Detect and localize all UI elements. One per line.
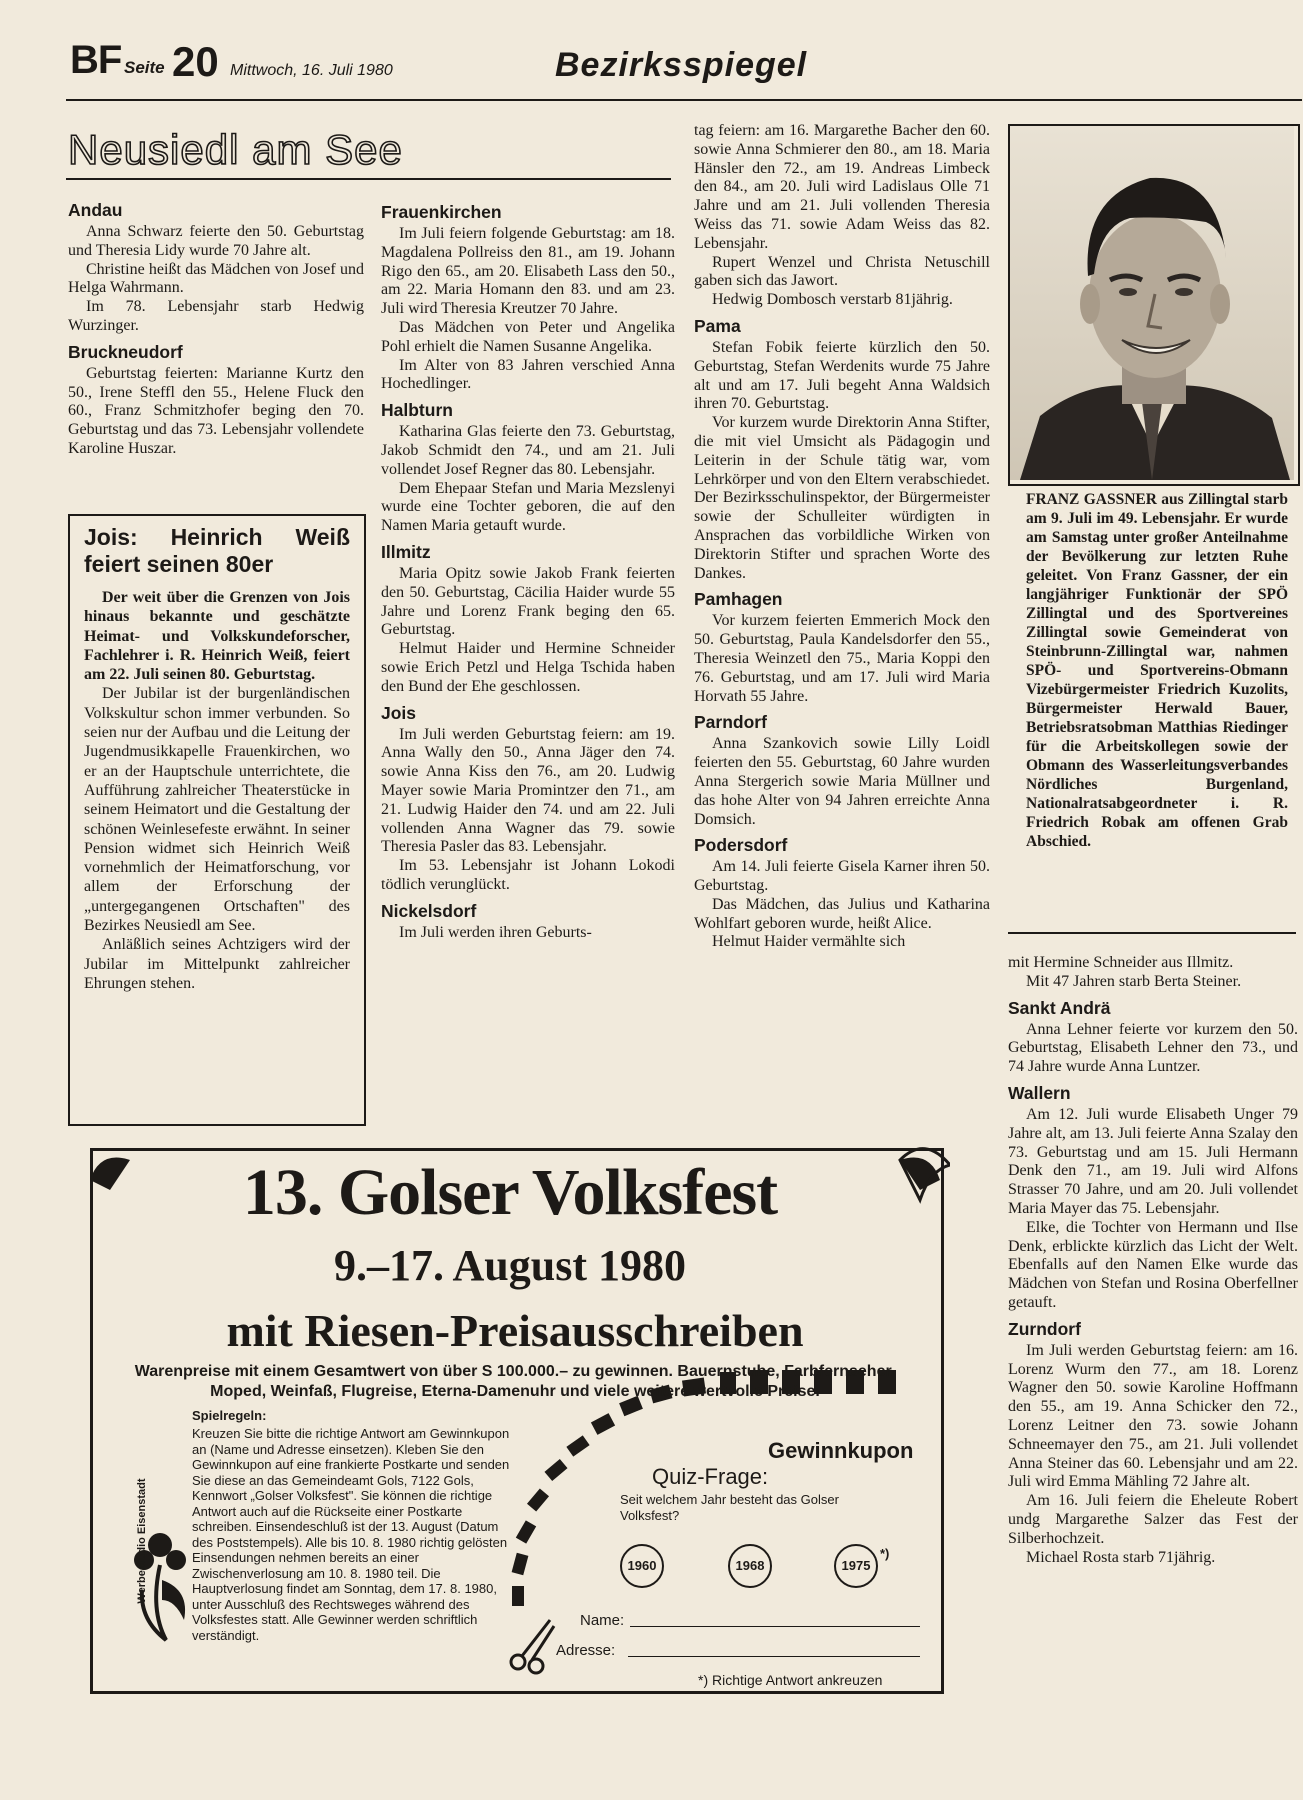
- obituary-caption: FRANZ GASSNER aus Zillingtal starb am 9. Juli im 49. Lebensjahr. Er wurde am Samstag unter großer Anteilnahme der Bevölkerung zur letzten Ruhe geleitet. Von Franz Gassner, der ein langjähriger Funktionär der SPÖ Zillingtal und des Sportvereines Zillingtal sowie Gemeinderat von Steinbrunn-Zillingtal war, nahmen SPÖ- und Sportvereins-Obmann Vizebürgermeister Friedrich Kuzolits, Bürgermeister Herwald Bauer, Betriebsratsobman Matthias Riedinger für die Arbeitskollegen sowie der Obmann des Wasserleitungsverbandes Nördliches Burgenland, Nationalratsabgeordneter i. R. Friedrich Robak am offenen Grab Abschied.: [1026, 491, 1288, 850]
- page-number: 20: [172, 38, 219, 85]
- caption-bottom-rule: [1008, 932, 1296, 934]
- text-pama-2: Vor kurzem wurde Direktorin Anna Stifter, die mit viel Umsicht als Pädagogin und Leiterin in der Schule tätig war, vom Lehrkörper und von den Eltern verabschiedet. Der Bezirksschulinspektor, der Bürgermeister sowie der Schulleiter würdigten in Ansprachen das vorbildliche Wirken von Direktorin Stifter und sprachen Worte des Dankes.: [694, 414, 990, 582]
- paper-logo: BF: [70, 38, 122, 82]
- ad-rules-heading: Spielregeln:: [192, 1408, 267, 1423]
- text-jois-1: Im Juli werden Geburtstag feiern: am 19. Anna Wally den 50., Anna Jäger den 74. sowie Anna Kiss den 76., am 20. Ludwig Mayer sowie Maria Promintzer den 71., am 21. Ludwig Haider den 74. und am 22. Juli vollenden Anna Wagner das 79. sowie Theresia Pasler das 83. Lebensjahr.: [381, 725, 675, 856]
- text-podersdorf-cont: mit Hermine Schneider aus Illmitz.: [1008, 954, 1234, 971]
- text-wallern-1: Am 12. Juli wurde Elisabeth Unger 79 Jahre alt, am 13. Juli feierte Anna Szalay den 73. Geburtstag und am 15. Juli Hermann Denk den 71., am 19. Juli wird Alfons Strasser 70 Jahre, und am 20. Juli vollendet Maria Mayer das 75. Lebensjahr.: [1008, 1105, 1298, 1217]
- caption-divider: [1008, 484, 1300, 486]
- answer-1960-checkbox[interactable]: 1960: [620, 1544, 664, 1588]
- ad-agency-credit: [132, 1420, 148, 1670]
- quiz-question: Seit welchem Jahr besteht das Golser Volksfest?: [620, 1492, 839, 1523]
- text-zurndorf-1: Im Juli werden Geburtstag feiern: am 16. Lorenz Wurm den 77., am 18. Lorenz Wagner den 50. sowie Karoline Hoffmann den 55., am 19. Anna Schicker den 72., Lorenz Leitner den 73. sowie Johann Schneemayer den 75., am 21. Juli vollendet Anna Steiner das 60. Lebensjahr und am 22. Juli wird Emma Mähling 72 Jahre alt.: [1008, 1341, 1298, 1491]
- text-frauenkirchen-2: Das Mädchen von Peter und Angelika Pohl erhielt die Namen Susanne Angelika.: [381, 318, 675, 355]
- address-field[interactable]: [628, 1656, 920, 1657]
- text-halbturn-1: Katharina Glas feierte den 73. Geburtstag, Jakob Schmidt den 74., und am 21. Juli vollendet Josef Regner das 80. Lebensjahr.: [381, 423, 675, 478]
- text-frauenkirchen-1: Im Juli feiern folgende Geburtstag: am 18. Magdalena Pollreiss den 81., am 19. Johann Rigo den 65., am 20. Elisabeth Lass den 50., am 22. Maria Homann den 83. und am 23. Juli wird Theresia Kreutzer 70 Jahre.: [381, 225, 675, 318]
- column-3: [694, 122, 990, 952]
- portrait-photo: [1010, 126, 1294, 480]
- text-parndorf-1: Anna Szankovich sowie Lilly Loidl feierten den 55. Geburtstag, 60 Jahre wurden Anna Stergerich sowie Maria Müllner und das hohe Alter von 94 Jahren erreichte Anna Domsich.: [694, 735, 990, 828]
- page-label: Seite: [124, 58, 165, 77]
- heading-andau: Andau: [68, 200, 123, 220]
- ad-agency-label: Werbestudio Eisenstadt: [136, 1478, 148, 1604]
- heading-jois: Jois: [381, 702, 417, 723]
- name-field[interactable]: [630, 1626, 920, 1627]
- text-andau-3: Im 78. Lebensjahr starb Hedwig Wurzinger.: [68, 298, 364, 334]
- text-podersdorf-3: Helmut Haider vermählte sich: [712, 933, 906, 951]
- text-andau-1: Anna Schwarz feierte den 50. Geburtstag und Theresia Lidy wurde 70 Jahre alt.: [68, 223, 364, 259]
- text-podersdorf-1: Am 14. Juli feierte Gisela Karner ihren 50. Geburtstag.: [694, 858, 990, 895]
- text-nickelsdorf-3: Hedwig Dombosch verstarb 81jährig.: [712, 291, 953, 309]
- text-wallern-2: Elke, die Tochter von Hermann und Ilse Denk, erblickte kürzlich das Licht der Welt. Ebenfalls auf den Namen Elke wurde das Mädchen von Stefan und Rosina Oberfellner getauft.: [1008, 1218, 1298, 1311]
- scissors-icon: [511, 1620, 554, 1673]
- text-jois-2: Im 53. Lebensjahr ist Johann Lokodi tödlich verunglückt.: [381, 857, 675, 893]
- answer-footnote-mark: *): [880, 1546, 890, 1561]
- text-zurndorf-3: Michael Rosta starb 71jährig.: [1026, 1548, 1216, 1566]
- text-nickelsdorf-1: Im Juli werden ihren Geburts-: [399, 923, 592, 941]
- coupon-footnote: *) Richtige Antwort ankreuzen: [698, 1672, 883, 1688]
- jois-feature-p2: Anläßlich seines Achtzigers wird der Jubilar im Mittelpunkt zahlreicher Ehrungen stehen.: [84, 936, 350, 992]
- text-bruckneudorf-1: Geburtstag feierten: Marianne Kurtz den 50., Irene Steffl den 55., Helene Fluck den 60., Franz Schmitzhofer beging den 70. Geburtstag und das 73. Lebensjahr vollendete Karoline Huszar.: [68, 364, 364, 457]
- quiz-heading: Quiz-Frage:: [652, 1464, 769, 1489]
- heading-zurndorf: Zurndorf: [1008, 1318, 1081, 1339]
- heading-pamhagen: Pamhagen: [694, 589, 783, 610]
- obituary-photo-frame: [1008, 124, 1300, 486]
- region-title: Neusiedl am See: [68, 126, 403, 173]
- heading-illmitz: Illmitz: [381, 541, 431, 562]
- column-1: [68, 194, 364, 459]
- coupon-title: Gewinnkupon: [768, 1438, 914, 1463]
- name-label: Name:: [580, 1612, 625, 1629]
- header-rule: [66, 99, 1302, 101]
- text-illmitz-1: Maria Opitz sowie Jakob Frank feierten den 50. Geburtstag, Cäcilia Haider wurde 55 Jahre und Lorenz Frank beging den 65. Geburtstag.: [381, 564, 675, 639]
- jois-feature-lead: Der weit über die Grenzen von Jois hinaus bekannte und geschätzte Heimat- und Volkskundeforscher, Fachlehrer i. R. Heinrich Weiß, feiert am 22. Juli seinen 80. Geburtstag.: [84, 589, 350, 684]
- heading-wallern: Wallern: [1008, 1082, 1071, 1103]
- text-illmitz-2: Helmut Haider und Hermine Schneider sowie Erich Petzl und Helga Tschida haben den Bund der Ehe geschlossen.: [381, 640, 675, 695]
- answer-1975-checkbox[interactable]: 1975: [834, 1544, 878, 1588]
- jois-feature: [84, 524, 350, 993]
- ad-prizes: Warenpreise mit einem Gesamtwert von über S 100.000.– zu gewinnen. Bauernstube, Farbfernseher, Moped, Weinfaß, Flugreise, Eterna-Damenuhr und viele weitere wertvolle Preise.: [134, 1363, 896, 1400]
- heading-frauenkirchen: Frauenkirchen: [381, 202, 502, 222]
- text-podersdorf-2: Das Mädchen, das Julius und Katharina Wohlfart geboren wurde, heißt Alice.: [694, 895, 990, 932]
- jois-feature-title: Jois: Heinrich Weiß feiert seinen 80er: [84, 524, 350, 577]
- heading-nickelsdorf: Nickelsdorf: [381, 900, 477, 921]
- heading-halbturn: Halbturn: [381, 400, 453, 421]
- ad-subtitle: mit Riesen-Preisausschreiben: [226, 1305, 804, 1356]
- heading-bruckneudorf: Bruckneudorf: [68, 341, 183, 362]
- text-zurndorf-2: Am 16. Juli feiern die Eheleute Robert undg Margarethe Salzer das Fest der Silberhochzeit.: [1008, 1492, 1298, 1547]
- column-4: [1008, 954, 1298, 1567]
- heading-pama: Pama: [694, 315, 741, 336]
- text-nickelsdorf-cont: tag feiern: am 16. Margarethe Bacher den 60. sowie Anna Schmierer den 80., am 18. Maria Hänsler den 72., am 19. Andreas Limbeck den 84., am 20. Juli wird Ladislaus Olle 71 Jahre und am 21. Juli vollenden Theresia Weiss das 71. sowie Adam Weiss das 82. Lebensjahr.: [694, 122, 990, 252]
- section-title: Bezirksspiegel: [555, 46, 808, 84]
- text-frauenkirchen-3: Im Alter von 83 Jahren verschied Anna Hochedlinger.: [381, 356, 675, 393]
- text-pamhagen-1: Vor kurzem feierten Emmerich Mock den 50. Geburtstag, Paula Kandelsdorfer den 55., Theresia Weinzetl den 75., Maria Koppi den 76. Geburtstag, und am 17. Juli wird Maria Horvath 55 Jahre.: [694, 612, 990, 705]
- heading-podersdorf: Podersdorf: [694, 835, 788, 856]
- text-pama-1: Stefan Fobik feierte kürzlich den 50. Geburtstag, Stefan Werdenits wurde 75 Jahre alt und am 17. Juli begeht Anna Waldsich ihren 70. Geburtstag.: [694, 338, 990, 413]
- address-label: Adresse:: [556, 1642, 616, 1659]
- text-nickelsdorf-2: Rupert Wenzel und Christa Netuschill gaben sich das Jawort.: [694, 253, 990, 290]
- issue-date: Mittwoch, 16. Juli 1980: [230, 62, 393, 79]
- region-rule: [66, 178, 671, 180]
- heading-sankt-andrae: Sankt Andrä: [1008, 997, 1111, 1018]
- column-2: [381, 196, 675, 943]
- ad-dates: 9.–17. August 1980: [333, 1241, 687, 1290]
- text-sankt-andrae-1: Anna Lehner feierte vor kurzem den 50. Geburtstag, Elisabeth Lehner den 73., und 74 Jahre wurde Anna Luntzer.: [1008, 1020, 1298, 1076]
- ornament-top-left-icon: [90, 1158, 130, 1191]
- heading-parndorf: Parndorf: [694, 712, 767, 733]
- text-andau-2: Christine heißt das Mädchen von Josef und Helga Wahrmann.: [68, 260, 364, 297]
- text-halbturn-2: Dem Ehepaar Stefan und Maria Mezslenyi wurde eine Tochter geboren, die auf den Namen Maria getauft wurde.: [381, 479, 675, 535]
- text-podersdorf-4: Mit 47 Jahren starb Berta Steiner.: [1026, 972, 1242, 990]
- jois-feature-p1: Der Jubilar ist der burgenländischen Volkskultur schon immer verbunden. So seien nur der Aufbau und die Leitung der Jugendmusikkapelle Frauenkirchen, wo er an der Hauptschule unterrichtete, die Aufführung zahlreicher Theaterstücke in seinem Heimatort und die Gestaltung der schönen Weinlesefeste erwähnt. In seiner Pension widmet sich Heinrich Weiß vornehmlich der Heimatforschung, vor allem der Erforschung der „untergegangenen Ortschaften" des Bezirkes Neusiedl am See.: [84, 685, 350, 935]
- ad-title: 13. Golser Volksfest: [242, 1156, 778, 1229]
- answer-1968-checkbox[interactable]: 1968: [728, 1544, 772, 1588]
- ad-rules-text: Kreuzen Sie bitte die richtige Antwort am Gewinnkupon an (Name und Adresse einsetzen). Kleben Sie den Gewinnkupon auf eine frankierte Postkarte und senden Sie diese an das Gemeindeamt Gols, 7122 Gols, Kennwort „Golser Volksfest". Sie können die richtige Antwort auch auf die Rückseite einer Postkarte schreiben. Einsendeschluß ist der 13. August (Datum des Poststempels). Alle bis 10. 8. 1980 richtig gelösten Einsendungen nehmen bereits an einer Zwischenverlosung am 10. 8. 1980 teil. Die Hauptverlosung findet am Sonntag, dem 17. 8. 1980, unter Ausschluß des Rechtsweges während des Volksfestes statt. Alle Gewinner werden schriftlich verständigt.: [192, 1426, 510, 1643]
